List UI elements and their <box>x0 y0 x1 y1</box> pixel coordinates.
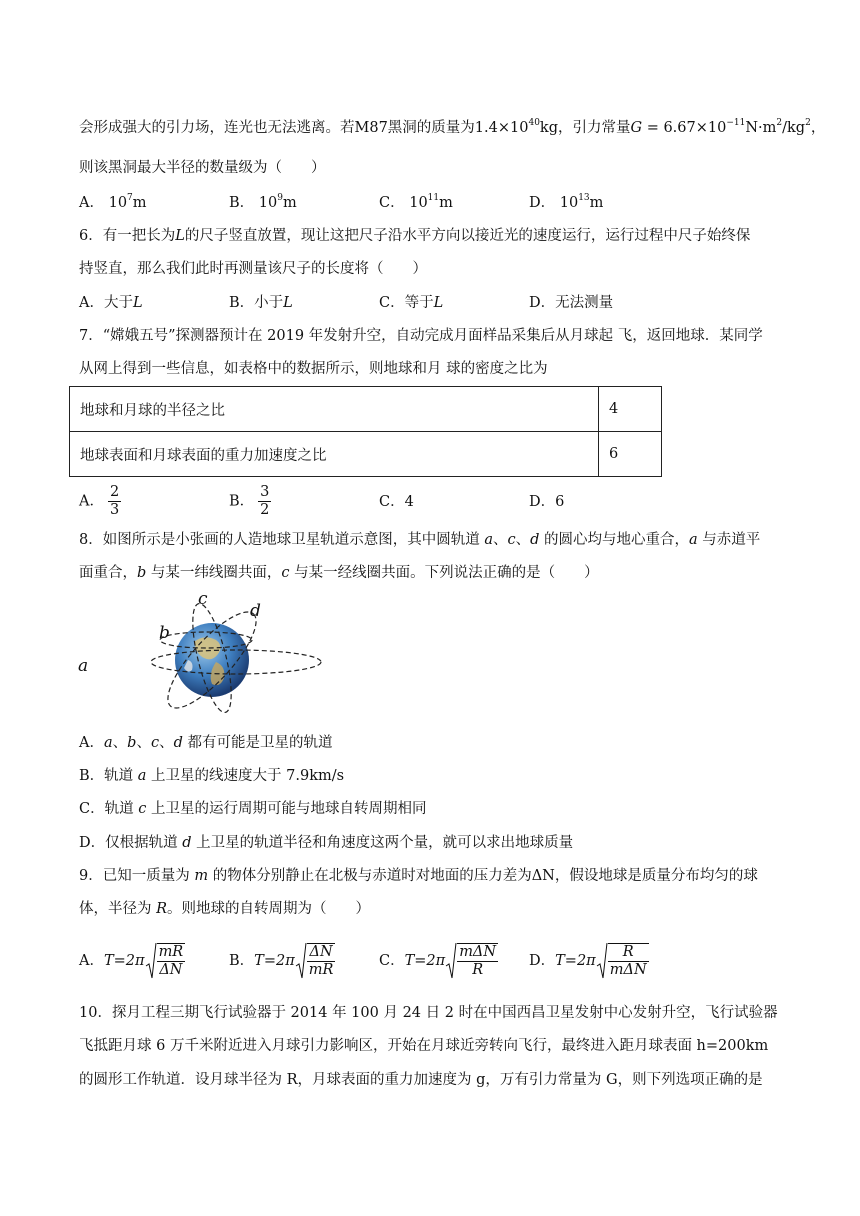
option-label: B．小于 <box>229 295 284 311</box>
q5-stem-line2: 则该黑洞最大半径的数量级为（ ） <box>79 160 326 176</box>
q8-option-a[interactable] <box>79 733 332 753</box>
option-text: A． <box>79 735 104 751</box>
orbit-symbol: c <box>507 532 516 548</box>
table-row <box>70 432 662 477</box>
option-label: B． <box>229 493 255 510</box>
orbit-symbol: a <box>484 532 493 548</box>
option-label: B． <box>229 195 255 211</box>
option-label: A． <box>79 195 104 211</box>
q7-option-a[interactable] <box>79 484 121 519</box>
option-text: 、 <box>112 735 128 751</box>
q7-option-c[interactable]: C．4 <box>379 494 414 510</box>
option-label: A．大于 <box>79 295 133 311</box>
orbit-label-b: b <box>159 623 170 643</box>
fraction-numerator: 2 <box>109 484 120 500</box>
option-label: D． <box>529 953 556 969</box>
q8-text: 与某一经线圈共面。下列说法正确的是（ ） <box>289 565 599 581</box>
q5-option-d[interactable] <box>529 193 603 213</box>
q5-text: /kg <box>782 120 806 136</box>
option-formula-lhs: T=2π <box>103 953 145 969</box>
orbit-symbol: a <box>103 735 113 751</box>
q9-option-a[interactable] <box>79 942 185 980</box>
sqrt-symbol <box>445 942 498 980</box>
option-text: 、 <box>136 735 151 751</box>
option-fraction <box>258 484 271 519</box>
option-label: D． <box>529 195 556 211</box>
option-label: A． <box>79 953 104 969</box>
orbit-symbol: c <box>281 565 290 581</box>
q7-option-d[interactable]: D．6 <box>529 494 565 510</box>
option-formula-lhs: T=2π <box>555 953 596 969</box>
q5-mass-exponent: 40 <box>528 118 540 128</box>
radical-sign <box>145 942 157 980</box>
q9-option-d[interactable] <box>529 942 649 980</box>
fraction-denominator: mR <box>308 962 334 978</box>
option-fraction <box>608 943 649 979</box>
option-text: C．轨道 <box>79 801 139 817</box>
orbit-label-c: c <box>198 590 208 609</box>
q6-option-b[interactable] <box>229 293 293 313</box>
fraction-numerator: mΔN <box>459 944 497 960</box>
satellite-orbit-figure <box>76 590 326 722</box>
q10-stem-line1: 10．探月工程三期飞行试验器于 2014 年 100 月 24 日 2 时在中国西昌卫星发射中心发射升空，飞行试验器 <box>79 1005 778 1021</box>
option-label: D．无法测量 <box>529 295 614 311</box>
option-text: D．仅根据轨道 <box>79 835 183 851</box>
q5-text: kg，引力常量 <box>539 120 631 136</box>
fraction-numerator: mR <box>158 944 184 960</box>
option-label: C．等于 <box>379 295 434 311</box>
option-base: 10 <box>258 195 278 211</box>
q8-text: 与赤道平 <box>697 532 761 548</box>
option-exponent: 9 <box>277 193 283 203</box>
radical-sign <box>295 942 307 980</box>
q9-mass-symbol: m <box>194 868 209 884</box>
orbit-symbol: a <box>689 532 698 548</box>
option-exponent: 7 <box>127 193 133 203</box>
q10-stem-line3: 的圆形工作轨道．设月球半径为 R，月球表面的重力加速度为 g，万有引力常量为 G，则下列选项正确的是 <box>79 1072 763 1088</box>
option-unit: m <box>439 195 453 211</box>
q9-text: 9．已知一质量为 <box>79 868 195 884</box>
q5-option-c[interactable] <box>379 193 453 213</box>
q9-text: 体，半径为 <box>79 901 157 917</box>
option-unit: m <box>282 195 297 211</box>
q5-option-a[interactable] <box>79 193 147 213</box>
fraction-numerator: ΔN <box>307 944 336 962</box>
q5-text: N·m <box>745 120 777 136</box>
orbit-symbol: d <box>530 532 540 548</box>
option-text: 上卫星的运行周期可能与地球自转周期相同 <box>146 801 427 817</box>
option-label: A． <box>79 493 104 510</box>
q8-option-d[interactable] <box>79 833 573 853</box>
table-row <box>70 387 662 432</box>
sqrt-symbol <box>596 942 649 980</box>
q6-text: 6．有一把长为 <box>79 228 176 244</box>
q6-L-symbol: L <box>175 228 185 244</box>
fraction-denominator: 3 <box>109 502 120 518</box>
q5-unit-exponent: 2 <box>776 118 783 128</box>
fraction-denominator: 2 <box>260 502 270 518</box>
table-cell-value: 6 <box>599 432 662 477</box>
radical-sign <box>596 942 608 980</box>
q9-option-c[interactable] <box>379 942 498 980</box>
q5-G-symbol: G <box>630 120 643 136</box>
q8-text: 、 <box>515 532 531 548</box>
q8-text: 8．如图所示是小张画的人造地球卫星轨道示意图，其中圆轨道 <box>79 532 485 548</box>
option-text: 上卫星的线速度大于 7.9km/s <box>146 768 345 784</box>
orbit-label-a: a <box>78 656 89 676</box>
q9-option-b[interactable] <box>229 942 335 980</box>
q8-stem-line1 <box>79 530 760 550</box>
fraction-denominator: R <box>472 962 484 978</box>
option-base: 10 <box>559 195 579 211</box>
option-text: 上卫星的轨道半径和角速度这两个量，就可以求出地球质量 <box>191 835 574 851</box>
option-formula-lhs: T=2π <box>254 953 295 969</box>
option-fraction <box>108 484 121 519</box>
option-formula-lhs: T=2π <box>404 953 446 969</box>
orbit-symbol: d <box>173 735 183 751</box>
q5-text: = 6.67×10 <box>642 120 727 136</box>
option-variable: L <box>433 295 444 311</box>
q6-option-c[interactable] <box>379 293 443 313</box>
q7-stem-line1: 7．“嫦娥五号”探测器预计在 2019 年发射升空，自动完成月面样品采集后从月球起 飞，返回地球．某同学 <box>79 328 763 344</box>
q5-option-b[interactable] <box>229 193 297 213</box>
q8-text: 与某一纬线圈共面， <box>146 565 282 581</box>
q7-option-b[interactable] <box>229 484 271 519</box>
q6-text: 的尺子竖直放置，现让这把尺子沿水平方向以接近光的速度运行，运行过程中尺子始终保 <box>184 228 751 244</box>
option-label: C． <box>379 953 405 969</box>
q8-option-c[interactable] <box>79 799 426 819</box>
fraction-denominator: ΔN <box>159 962 183 978</box>
option-text: 、 <box>159 735 174 751</box>
q9-text: 。则地球的自转周期为（ ） <box>167 901 371 917</box>
q8-stem-line2 <box>79 563 599 583</box>
table-cell-label: 地球表面和月球表面的重力加速度之比 <box>70 432 599 477</box>
orbit-symbol: c <box>150 735 160 751</box>
sqrt-symbol <box>295 942 336 980</box>
q10-stem-line2: 飞抵距月球 6 万千米附近进入月球引力影响区，开始在月球近旁转向飞行，最终进入距月球表面 h=200km <box>79 1038 769 1054</box>
table-cell-value: 4 <box>599 387 662 432</box>
q6-option-d[interactable] <box>529 293 613 313</box>
fraction-denominator: mΔN <box>609 962 647 978</box>
q5-text: 会形成强大的引力场，连光也无法逃离。若M87黑洞的质量为1.4×10 <box>79 120 529 136</box>
orbit-symbol: c <box>138 801 147 817</box>
q7-stem-line2: 从网上得到一些信息，如表格中的数据所示，则地球和月 球的密度之比为 <box>79 361 548 377</box>
option-label: B． <box>229 953 255 969</box>
q9-radius-symbol: R <box>156 901 168 917</box>
q8-text: 、 <box>493 532 508 548</box>
option-fraction <box>307 943 336 979</box>
option-text: B．轨道 <box>79 768 138 784</box>
fraction-numerator: 3 <box>260 484 270 500</box>
orbit-symbol: d <box>182 835 192 851</box>
table-cell-label: 地球和月球的半径之比 <box>70 387 599 432</box>
fraction-numerator: R <box>608 944 649 962</box>
option-fraction <box>157 943 186 979</box>
option-text: 都有可能是卫星的轨道 <box>182 735 333 751</box>
option-fraction <box>457 943 498 979</box>
option-unit: m <box>132 195 147 211</box>
option-label: C． <box>379 195 405 211</box>
q8-text: 的圆心均与地心重合， <box>539 532 690 548</box>
q5-unit-exponent: 2 <box>805 118 811 128</box>
orbit-symbol: b <box>137 565 147 581</box>
q8-option-b[interactable] <box>79 766 344 786</box>
q5-G-exponent: −11 <box>726 118 746 128</box>
q9-stem-line2 <box>79 899 370 919</box>
option-exponent: 13 <box>578 193 590 203</box>
q6-option-a[interactable] <box>79 293 143 313</box>
option-exponent: 11 <box>427 193 440 203</box>
orbit-label-d: d <box>250 601 261 621</box>
option-base: 10 <box>108 195 128 211</box>
radical-sign <box>445 942 457 980</box>
q8-text: 面重合， <box>79 565 137 581</box>
q6-stem-line2: 持竖直，那么我们此时再测量该尺子的长度将（ ） <box>79 261 427 277</box>
q9-text: 的物体分别静止在北极与赤道时对地面的压力差为ΔN，假设地球是质量分布均匀的球 <box>208 868 758 884</box>
option-variable: L <box>132 295 143 311</box>
option-unit: m <box>589 195 604 211</box>
q6-stem-line1 <box>79 226 750 246</box>
option-variable: L <box>283 295 293 311</box>
q9-stem-line1 <box>79 866 758 886</box>
orbit-symbol: b <box>127 735 137 751</box>
q5-stem-line1 <box>79 118 825 138</box>
sqrt-symbol <box>145 942 186 980</box>
orbit-symbol: a <box>137 768 147 784</box>
q7-data-table <box>69 386 662 477</box>
q5-text: ， <box>810 120 826 136</box>
option-base: 10 <box>409 195 428 211</box>
